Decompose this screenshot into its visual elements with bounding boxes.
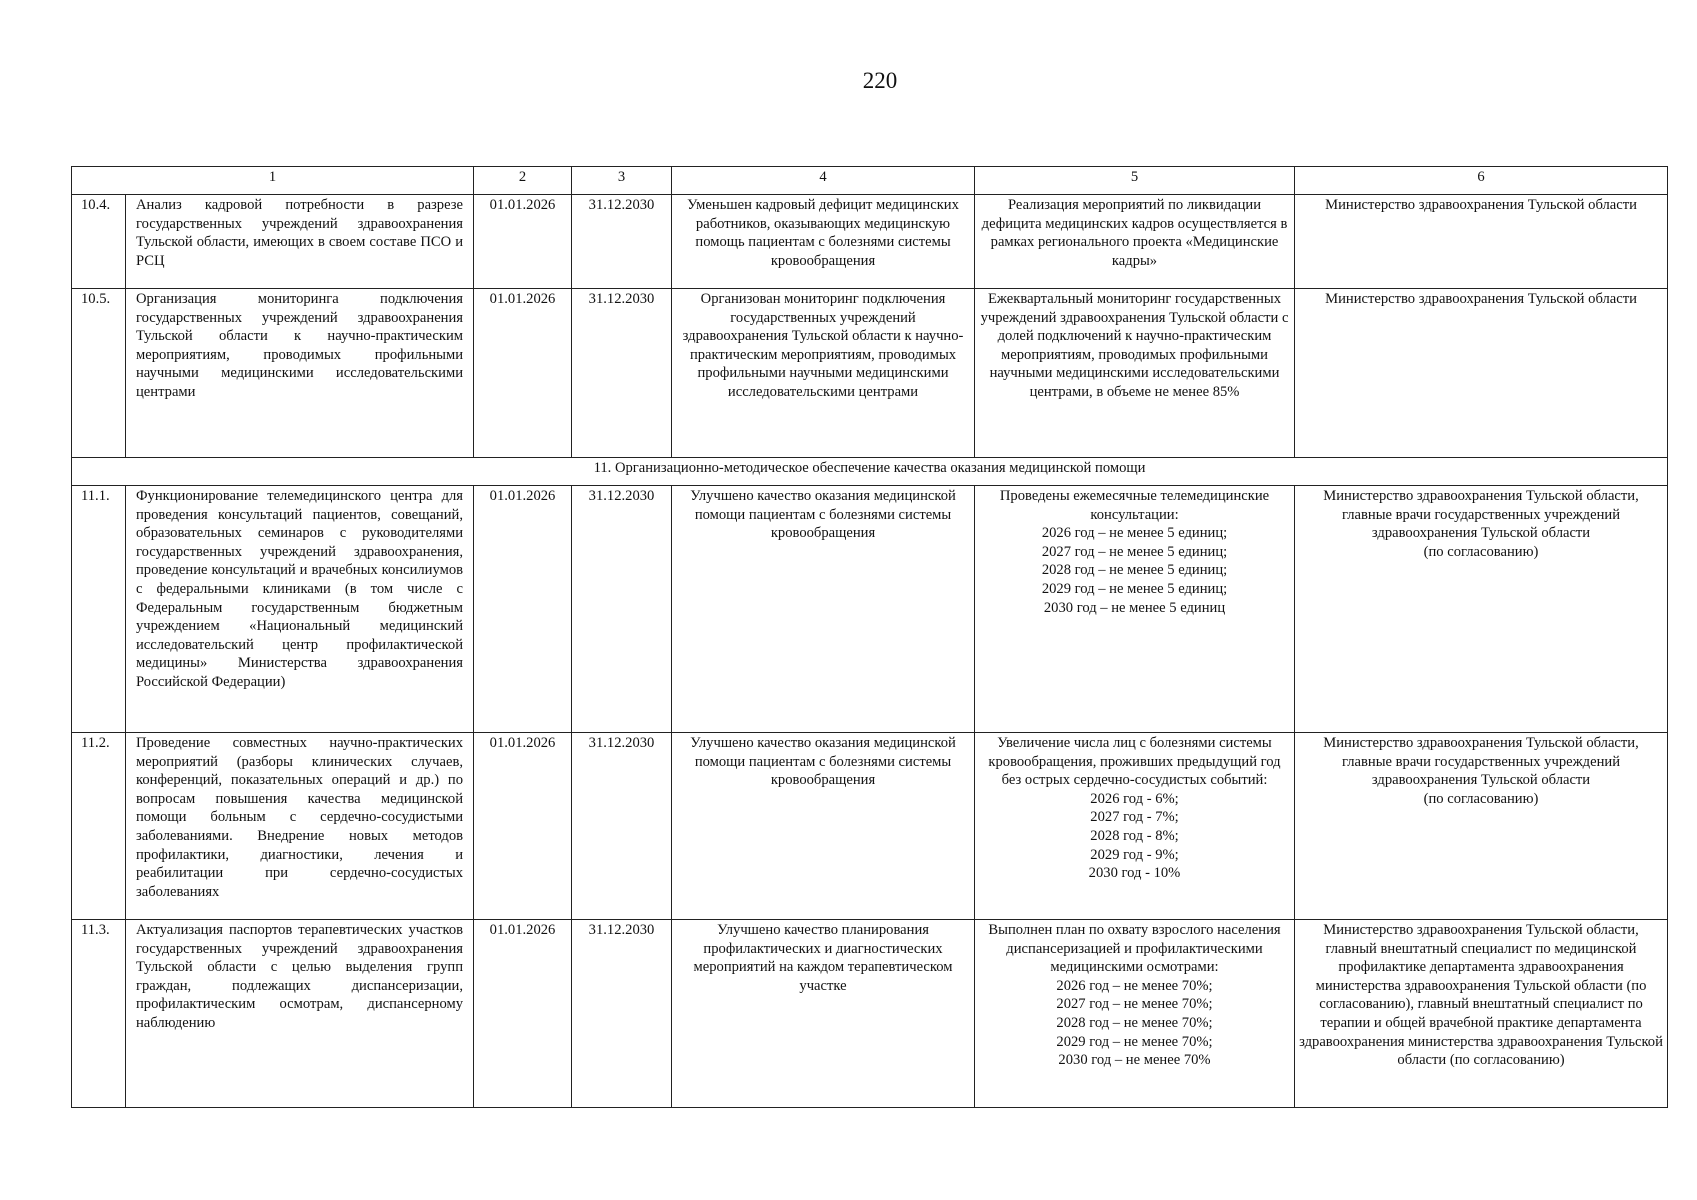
row-number: 10.5. (72, 289, 126, 458)
row-number: 10.4. (72, 195, 126, 289)
expected-result: Уменьшен кадровый дефицит медицинских работников, оказывающих медицинскую помощь пациентам с болезнями системы кровообращения (672, 195, 975, 289)
expected-result: Улучшено качество планирования профилактических и диагностических мероприятий на каждом терапевтическом участке (672, 920, 975, 1108)
end-date: 31.12.2030 (572, 289, 672, 458)
row-number: 11.2. (72, 733, 126, 920)
table-row (72, 486, 1668, 733)
indicator-line: 2029 год – не менее 70%; (1056, 1033, 1213, 1050)
start-date: 01.01.2026 (474, 733, 572, 920)
header-col-2: 2 (474, 167, 572, 195)
activity-name: Организация мониторинга подключения государственных учреждений здравоохранения Тульской области к научно-практическим мероприятиям, проводимых профильными научными медицинскими исследовательскими центрами (126, 289, 474, 458)
row-number: 11.3. (72, 920, 126, 1108)
column-number-header-row (72, 167, 1668, 195)
header-col-3: 3 (572, 167, 672, 195)
table-row (72, 289, 1668, 458)
responsible-line: Министерство здравоохранения Тульской области, главные врачи государственных учреждений здравоохранения Тульской области (1323, 735, 1639, 789)
responsible-line: Министерство здравоохранения Тульской области, главные врачи государственных учреждений здравоохранения Тульской области (1323, 488, 1639, 542)
end-date: 31.12.2030 (572, 920, 672, 1108)
header-col-4: 4 (672, 167, 975, 195)
indicator (975, 920, 1295, 1108)
responsible (1295, 195, 1668, 289)
indicator-line: 2026 год - 6%; (1090, 790, 1179, 807)
responsible-line: (по согласованию) (1423, 790, 1539, 807)
header-col-6: 6 (1295, 167, 1668, 195)
activities-table (71, 166, 1668, 1108)
section-title: 11. Организационно-методическое обеспечение качества оказания медицинской помощи (72, 458, 1668, 486)
expected-result: Улучшено качество оказания медицинской помощи пациентам с болезнями системы кровообращения (672, 733, 975, 920)
indicator-line: 2030 год – не менее 5 единиц (1043, 599, 1226, 616)
indicator-line: Реализация мероприятий по ликвидации дефицита медицинских кадров осуществляется в рамках регионального проекта «Медицинские кадры» (981, 197, 1288, 269)
indicator-line: 2030 год - 10% (1088, 865, 1181, 882)
row-number: 11.1. (72, 486, 126, 733)
responsible (1295, 486, 1668, 733)
end-date: 31.12.2030 (572, 486, 672, 733)
indicator-line: 2027 год – не менее 70%; (1056, 996, 1213, 1013)
expected-result: Организован мониторинг подключения государственных учреждений здравоохранения Тульской области к научно-практическим мероприятиям, проводимых профильными научными медицинскими исследовательскими центрами (672, 289, 975, 458)
indicator-line: 2028 год – не менее 5 единиц; (1041, 562, 1228, 579)
end-date: 31.12.2030 (572, 733, 672, 920)
indicator (975, 195, 1295, 289)
indicator-line: 2028 год - 8%; (1090, 827, 1179, 844)
indicator-line: 2030 год – не менее 70% (1058, 1052, 1211, 1069)
indicator-line: 2028 год – не менее 70%; (1056, 1014, 1213, 1031)
indicator-line: Проведены ежемесячные телемедицинские консультации: (999, 488, 1270, 523)
responsible-line: Министерство здравоохранения Тульской области (1325, 197, 1637, 213)
indicator-line: Выполнен план по охвату взрослого населения диспансеризацией и профилактическими медицинскими осмотрами: (988, 922, 1281, 976)
table-row (72, 195, 1668, 289)
responsible-line: Министерство здравоохранения Тульской области, главный внештатный специалист по медицинской профилактике департамента здравоохранения министерства здравоохранения Тульской области (по согласованию), главный внештатный специалист по терапии и общей врачебной практике департамента здравоохранения министерства здравоохранения Тульской области (по согласованию) (1299, 922, 1663, 1069)
start-date: 01.01.2026 (474, 289, 572, 458)
start-date: 01.01.2026 (474, 195, 572, 289)
end-date: 31.12.2030 (572, 195, 672, 289)
responsible (1295, 289, 1668, 458)
table-row (72, 733, 1668, 920)
indicator-line: Увеличение числа лиц с болезнями системы кровообращения, проживших предыдущий год без острых сердечно-сосудистых событий: (988, 735, 1281, 789)
indicator-line: 2026 год – не менее 5 единиц; (1041, 525, 1228, 542)
responsible (1295, 920, 1668, 1108)
start-date: 01.01.2026 (474, 486, 572, 733)
activity-name: Анализ кадровой потребности в разрезе государственных учреждений здравоохранения Тульской области, имеющих в своем составе ПСО и РСЦ (126, 195, 474, 289)
indicator-line: 2027 год – не менее 5 единиц; (1041, 543, 1228, 560)
activity-name: Актуализация паспортов терапевтических участков государственных учреждений здравоохранения Тульской области с целью выделения групп граждан, подлежащих диспансеризации, профилактическим осмотрам, диспансерному наблюдению (126, 920, 474, 1108)
header-col-5: 5 (975, 167, 1295, 195)
indicator-line: 2029 год - 9%; (1090, 846, 1179, 863)
activity-name: Проведение совместных научно-практических мероприятий (разборы клинических случаев, конференций, показательных операций и др.) по вопросам повышения качества медицинской помощи больным с сердечно-сосудистыми заболеваниями. Внедрение новых методов профилактики, диагностики, лечения и реабилитации при сердечно-сосудистых заболеваниях (126, 733, 474, 920)
responsible-line: Министерство здравоохранения Тульской области (1325, 291, 1637, 307)
indicator-line: 2026 год – не менее 70%; (1056, 977, 1213, 994)
indicator-line: Ежеквартальный мониторинг государственных учреждений здравоохранения Тульской области с долей подключений к научно-практическим мероприятиям, проводимых профильными научными медицинскими исследовательскими центрами, в объеме не менее 85% (980, 291, 1289, 400)
table-row (72, 920, 1668, 1108)
indicator (975, 733, 1295, 920)
header-col-1: 1 (72, 167, 474, 195)
section-11-header-row (72, 458, 1668, 486)
expected-result: Улучшено качество оказания медицинской помощи пациентам с болезнями системы кровообращения (672, 486, 975, 733)
activity-name: Функционирование телемедицинского центра для проведения консультаций пациентов, совещаний, образовательных семинаров с руководителями государственных учреждений здравоохранения, проведение консультаций и врачебных консилиумов с федеральными клиниками (в том числе с Федеральным государственным бюджетным учреждением «Национальный медицинский исследовательский центр профилактической медицины» Министерства здравоохранения Российской Федерации) (126, 486, 474, 733)
indicator-line: 2027 год - 7%; (1090, 809, 1179, 826)
start-date: 01.01.2026 (474, 920, 572, 1108)
indicator (975, 486, 1295, 733)
responsible-line: (по согласованию) (1423, 543, 1539, 560)
indicator-line: 2029 год – не менее 5 единиц; (1041, 580, 1228, 597)
page-number: 220 (862, 68, 898, 93)
indicator (975, 289, 1295, 458)
responsible (1295, 733, 1668, 920)
